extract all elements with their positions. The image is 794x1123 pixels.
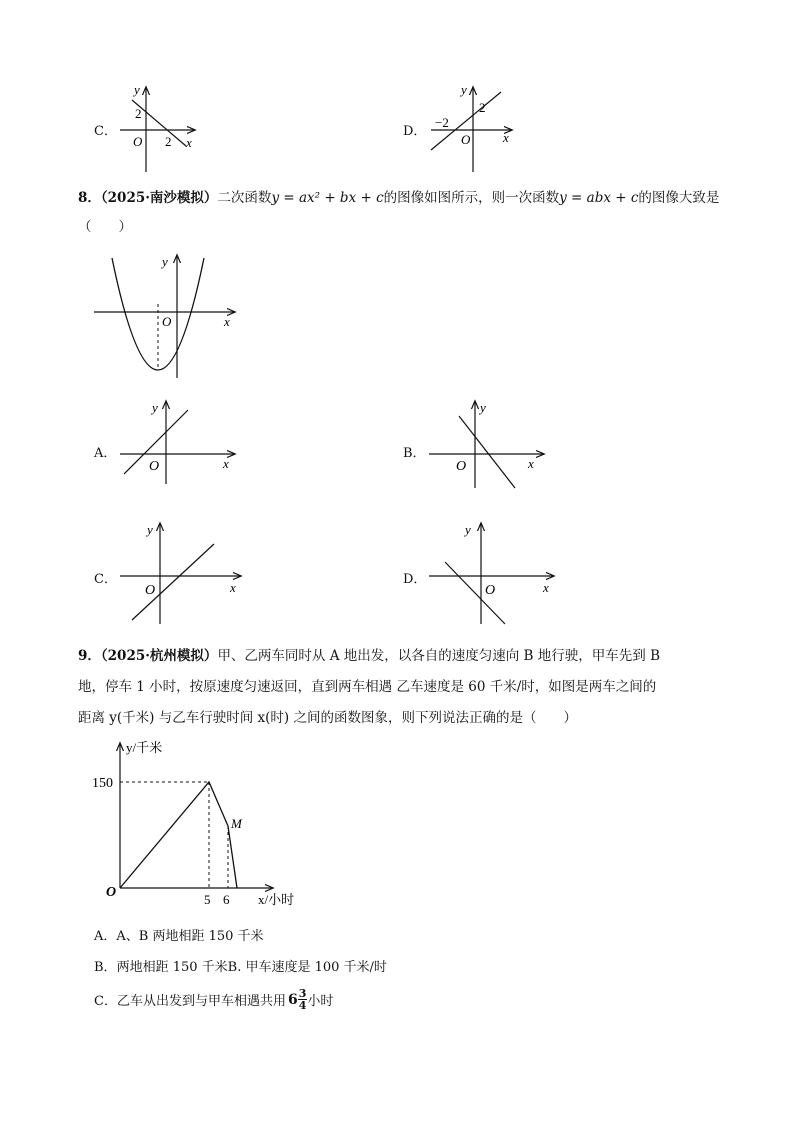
function-line [132,544,214,620]
x-axis-label: x [528,456,534,471]
q8-option-b-graph [425,396,550,491]
origin-label: O [133,134,143,149]
x-axis-label: x/小时 [258,892,295,907]
q9-stem-line-1 [78,644,728,664]
q8-parabola-figure [90,252,240,382]
option-c-graph [112,80,202,175]
x-axis-label: x [230,580,236,595]
q8-stem [78,186,728,206]
q9-option-a [94,925,264,944]
y-axis-label: y [152,400,158,415]
q8-answer-blank: （ ） [78,219,132,235]
distance-polyline [120,782,237,888]
y-axis-label: y [162,254,168,269]
q8-formula-linear: y = abx + c [559,190,639,206]
q9-stem-line-2: 地，停车 1 小时，按原速度匀速返回，直到两车相遇 乙车速度是 60 千米/时，如图是两车之间的 [78,679,657,695]
x-axis-label: x [543,580,549,595]
point-m-label: M [231,816,242,831]
origin-label: O [461,132,471,147]
q9-option-c [94,988,333,1011]
q8-formula-quadratic: y = ax² + bx + c [271,190,384,206]
q8-text: 二次函数 [217,190,272,206]
x-axis-label: x [223,456,229,471]
y-axis-label: y [480,400,486,415]
q9-source: （2025·杭州模拟） [100,648,218,664]
q8-text: 的图像大致是 [638,190,720,206]
x-axis-label: x [186,135,192,150]
y-axis-label: y [461,82,467,97]
y-axis-label: y [465,522,471,537]
q8-option-a-label: A． [94,446,117,461]
origin-label: O [162,314,172,329]
y-tick-150: 150 [92,776,113,791]
q8-source: （2025·南沙模拟） [100,190,218,206]
y-axis-label: y [134,82,140,97]
origin-label: O [145,583,156,598]
option-d-graph [425,80,520,175]
option-text: 两地相距 150 千米B. 甲车速度是 100 千米/时 [116,960,387,975]
x-axis-label: x [503,130,509,145]
q8-option-a-graph [116,396,241,486]
q8-number: 8． [78,190,101,206]
option-d-label: D． [403,124,427,139]
option-c-label: C． [94,124,117,139]
q9-stem-line-3: 距离 y(千米) 与乙车行驶时间 x(时) 之间的函数图象，则下列说法正确的是（ ） [78,710,577,726]
origin-label: O [106,885,117,900]
option-label: C． [94,994,117,1009]
q9-option-b [94,956,387,975]
x-tick-5: 5 [204,892,211,907]
x-axis-label: x [224,314,230,329]
option-label: B． [94,960,117,975]
q8-text: 的图像如图所示，则一次函数 [383,190,560,206]
origin-label: O [456,459,467,474]
q8-option-c-label: C． [94,572,117,587]
mixed-number-int: 6 [287,991,298,1008]
q9-distance-time-graph [88,738,318,908]
option-text: A、B 两地相距 150 千米 [116,929,264,944]
function-line [445,562,505,624]
q9-text: 甲、乙两车同时从 A 地出发，以各自的速度匀速向 B 地行驶，甲车先到 B [217,648,660,664]
q8-option-d-label: D． [403,572,427,587]
x-intercept-label: −2 [435,115,449,130]
origin-label: O [149,459,160,474]
q8-option-c-graph [116,518,246,628]
fraction [298,988,308,1011]
origin-label: O [485,583,496,598]
y-axis-label: y [147,522,153,537]
option-text: 乙车从出发到与甲车相遇共用 [116,994,286,1009]
option-label: A． [94,929,117,944]
x-tick-6: 6 [223,892,230,907]
q8-option-d-graph [425,518,560,628]
option-suffix: 小时 [307,994,334,1009]
function-line [459,416,515,488]
x-intercept-label: 2 [165,134,172,149]
y-intercept-label: 2 [479,100,486,115]
y-axis-label: y/千米 [126,740,163,755]
y-intercept-label: 2 [135,106,142,121]
q9-number: 9． [78,648,101,664]
fraction-numerator: 3 [298,987,307,1000]
q8-option-b-label: B． [403,446,426,461]
fraction-denominator: 4 [298,999,307,1012]
